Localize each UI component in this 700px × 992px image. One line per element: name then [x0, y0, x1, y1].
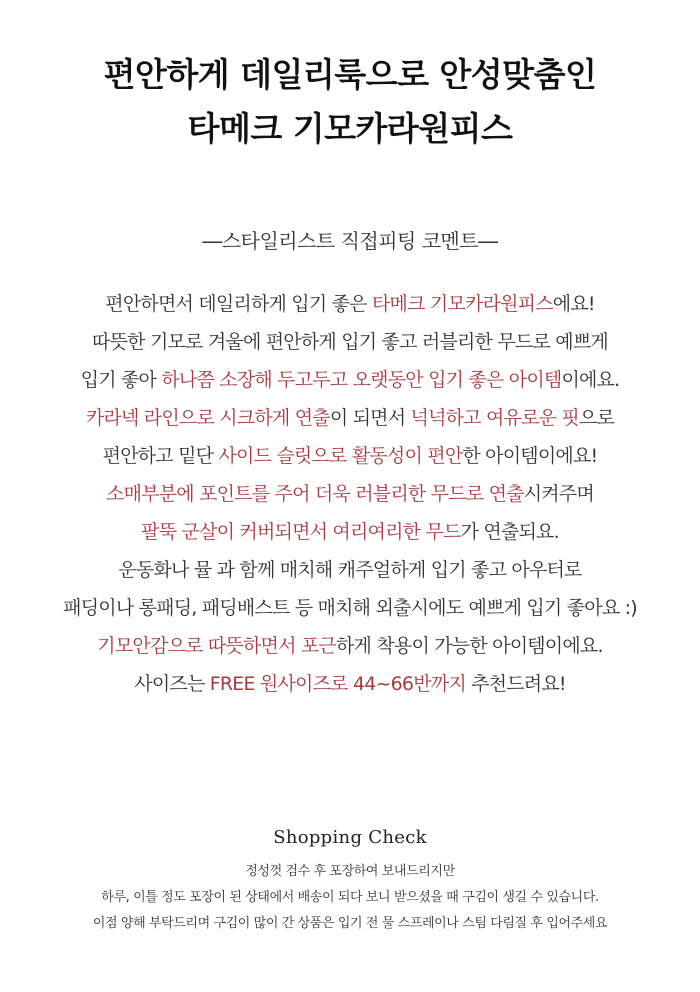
- highlighted-text: 팔뚝 군살이 커버되면서 여리여리한 무드: [141, 521, 461, 543]
- comment-line: [0, 627, 700, 665]
- highlighted-text: 넉넉하고 여유로운 핏: [410, 407, 579, 429]
- comment-line: [0, 513, 700, 551]
- comment-text: 이에요.: [561, 369, 620, 391]
- comment-text: 추천드려요!: [465, 673, 566, 695]
- shopping-check-title: Shopping Check: [273, 827, 427, 848]
- comment-text: 사이즈는: [134, 673, 210, 695]
- product-title-line2: 타메크 기모카라원피스: [187, 109, 513, 148]
- comment-line: [0, 551, 700, 589]
- comment-text: 편안하면서 데일리하게 입기 좋은: [105, 293, 372, 315]
- highlighted-text: FREE 원사이즈로 44~66반까지: [209, 673, 466, 695]
- comment-line: [0, 665, 700, 703]
- comment-text: 한 아이템이에요!: [462, 445, 598, 467]
- shopping-check-notice: [0, 859, 700, 937]
- comment-text: 에요!: [552, 293, 595, 315]
- comment-text: 입기 좋아: [80, 369, 162, 391]
- shopping-check-line: 정성껏 검수 후 포장하여 보내드리지만: [245, 864, 455, 879]
- highlighted-text: 사이드 슬릿으로 활동성이 편안: [218, 445, 463, 467]
- comment-text: 시켜주며: [523, 483, 594, 505]
- comment-line: [0, 361, 700, 399]
- comment-line: [0, 323, 700, 361]
- highlighted-text: 카라넥 라인으로 시크하게 연출: [85, 407, 330, 429]
- comment-text: 가 연출되요.: [460, 521, 559, 543]
- comment-text: 편안하고 밑단: [102, 445, 219, 467]
- highlighted-text: 하나쯤 소장해 두고두고 오랫동안 입기 좋은 아이템: [161, 369, 562, 391]
- stylist-comment-body: [0, 285, 700, 703]
- comment-text: 따뜻한 기모로 겨울에 편안하게 입기 좋고 러블리한 무드로 예쁘게: [92, 331, 608, 353]
- comment-text: 운동화나 뮬 과 함께 매치해 캐주얼하게 입기 좋고 아우터로: [118, 559, 582, 581]
- comment-line: [0, 589, 700, 627]
- stylist-comment-heading: ―스타일리스트 직접피팅 코멘트―: [202, 229, 498, 253]
- comment-line: [0, 437, 700, 475]
- comment-text: 패딩이나 롱패딩, 패딩배스트 등 매치해 외출시에도 예쁘게 입기 좋아요 :): [63, 597, 637, 619]
- comment-line: [0, 475, 700, 513]
- comment-text: 이 되면서: [329, 407, 411, 429]
- highlighted-text: 기모안감으로 따뜻하면서 포근: [97, 635, 336, 657]
- comment-line: [0, 285, 700, 323]
- highlighted-text: 소매부분에 포인트를 주어 더욱 러블리한 무드로 연출: [106, 483, 524, 505]
- comment-text: 으로: [578, 407, 615, 429]
- highlighted-text: 타메크 기모카라원피스: [372, 293, 553, 315]
- comment-text: 하게 착용이 가능한 아이템이에요.: [335, 635, 603, 657]
- product-title-line1: 편안하게 데일리룩으로 안성맞춤인: [103, 55, 597, 94]
- shopping-check-line: 하루, 이틀 정도 포장이 된 상태에서 배송이 되다 보니 받으셨을 때 구김이 생길 수 있습니다.: [101, 890, 599, 905]
- shopping-check-line: 이점 양해 부탁드리며 구김이 많이 간 상품은 입기 전 물 스프레이나 스팀 다림질 후 입어주세요: [92, 916, 608, 931]
- comment-line: [0, 399, 700, 437]
